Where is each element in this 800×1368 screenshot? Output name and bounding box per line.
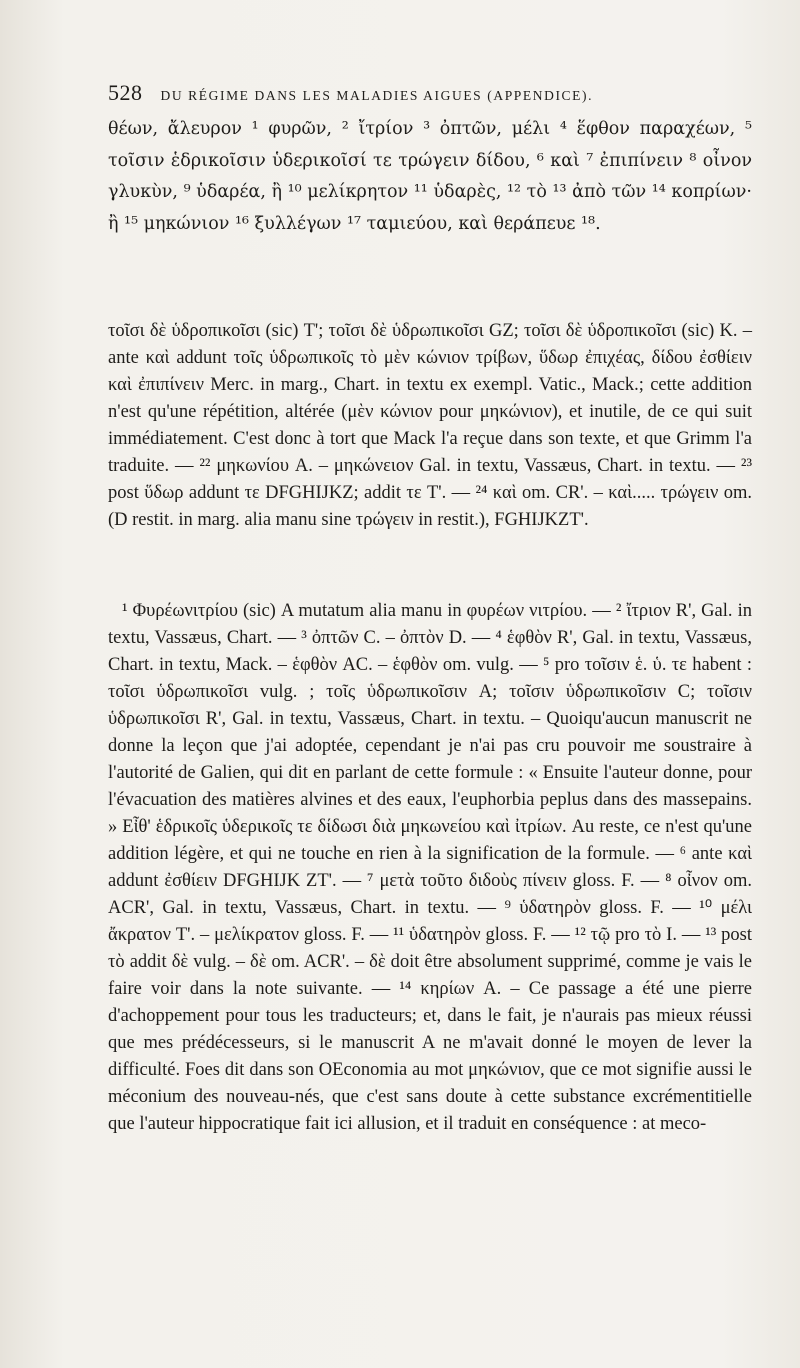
footnotes-continued [108, 318, 752, 534]
footnotes-main [108, 598, 752, 1138]
running-head: DU RÉGIME DANS LES MALADIES AIGUES (APPENDICE). [160, 88, 594, 103]
greek-main-text: θέων, ἄλευρον ¹ φυρῶν, ² ἴτρίον ³ ὀπτῶν, μέλι ⁴ ἕφθον παραχέων, ⁵ τοῖσιν ἑδρικοῖσιν ὑδερικοῖσί τε τρώγειν δίδου, ⁶ καὶ ⁷ ἐπιπίνειν ⁸ οἶνον γλυκὺν, ⁹ ὑδαρέα, ἢ ¹⁰ μελίκρητον ¹¹ ὑδαρὲς, ¹² τὸ ¹³ ἀπὸ τῶν ¹⁴ κοπρίων· ἢ ¹⁵ μηκώνιον ¹⁶ ξυλλέγων ¹⁷ ταμιεύου, καὶ θεράπευε ¹⁸. [108, 119, 752, 234]
page-header [108, 80, 728, 106]
footnote-paragraph: τοῖσι δὲ ὑδροπικοῖσι (sic) T'; τοῖσι δὲ ὑδρωπικοῖσι GZ; τοῖσι δὲ ὑδροπικοῖσι (sic) K. – ante καὶ addunt τοῖς ὑδρωπικοῖς τὸ μὲν κώνιον τρίβων, ὕδωρ ἐπιχέας, δίδου ἐσθίειν καὶ ἐπιπίνειν Merc. in marg., Chart. in textu ex exempl. Vatic., Mack.; cette addition n'est qu'une répétition, altérée (μὲν κώνιον pour μηκώνιον), et inutile, de ce qui suit immédiatement. C'est donc à tort que Mack l'a reçue dans son texte, et que Grimm l'a traduite. — ²² μηκωνίου A. – μηκώνειον Gal. in textu, Vassæus, Chart. in textu. — ²³ post ὕδωρ addunt τε DFGHIJKZ; addit τε T'. — ²⁴ καὶ om. CR'. – καὶ..... τρώγειν om. (D restit. in marg. alia manu sine τρώγειν in restit.), FGHIJKZT'. [108, 321, 752, 530]
footnote-paragraph: ¹ Φυρέωνιτρίου (sic) A mutatum alia manu in φυρέων νιτρίου. — ² ἴτριον R', Gal. in textu, Vassæus, Chart. — ³ ὀπτῶν C. – ὀπτὸν D. — ⁴ ἑφθὸν R', Gal. in textu, Vassæus, Chart. in textu, Mack. – ἑφθὸν AC. – ἑφθὸν om. vulg. — ⁵ pro τοῖσιν ἑ. ὑ. τε habent : τοῖσι ὑδρωπικοῖσι vulg. ; τοῖς ὑδρωπικοῖσιν A; τοῖσιν ὑδρωπικοῖσιν C; τοῖσιν ὑδρωπικοῖσι R', Gal. in textu, Vassæus, Chart. in textu. – Quoiqu'aucun manuscrit ne donne la leçon que j'ai adoptée, cependant je n'ai pas cru pouvoir me soustraire à l'autorité de Galien, qui dit en parlant de cette formule : « Ensuite l'auteur donne, pour l'évacuation des matières alvines et des eaux, l'euphorbia peplus dans des massepains. » Εἶθ' ἑδρικοῖς ὑδερικοῖς τε δίδωσι διὰ μηκωνείου καὶ ἰτρίων. Au reste, ce n'est qu'une addition légère, et qui ne touche en rien à la signification de la formule. — ⁶ ante καὶ addunt ἐσθίειν DFGHIJK ZT'. — ⁷ μετὰ τοῦτο διδοὺς πίνειν gloss. F. — ⁸ οἶνον om. ACR', Gal. in textu, Vassæus, Chart. in textu. — ⁹ ὑδατηρὸν gloss. F. — ¹⁰ μέλι ἄκρατον T'. – μελίκρατον gloss. F. — ¹¹ ὑδατηρὸν gloss. F. — ¹² τῷ pro τὸ I. — ¹³ post τὸ addit δὲ vulg. – δὲ om. ACR'. – δὲ doit être absolument supprimé, comme je vais le faire voir dans la note suivante. — ¹⁴ κηρίων A. – Ce passage a été une pierre d'achoppement pour tous les traducteurs; et, dans le fait, je n'aurais pas mieux réussi que mes prédécesseurs, si le manuscrit A ne m'avait donné le moyen de lever la difficulté. Foes dit dans son OEconomia au mot μηκώνιον, que ce mot signifie aussi le méconium des nouveau-nés, que c'est sans doute à cette substance excrémentitielle que l'auteur hippocratique fait ici allusion, et il traduit en conséquence : at meco- [108, 601, 752, 1134]
page-number: 528 [108, 80, 143, 105]
